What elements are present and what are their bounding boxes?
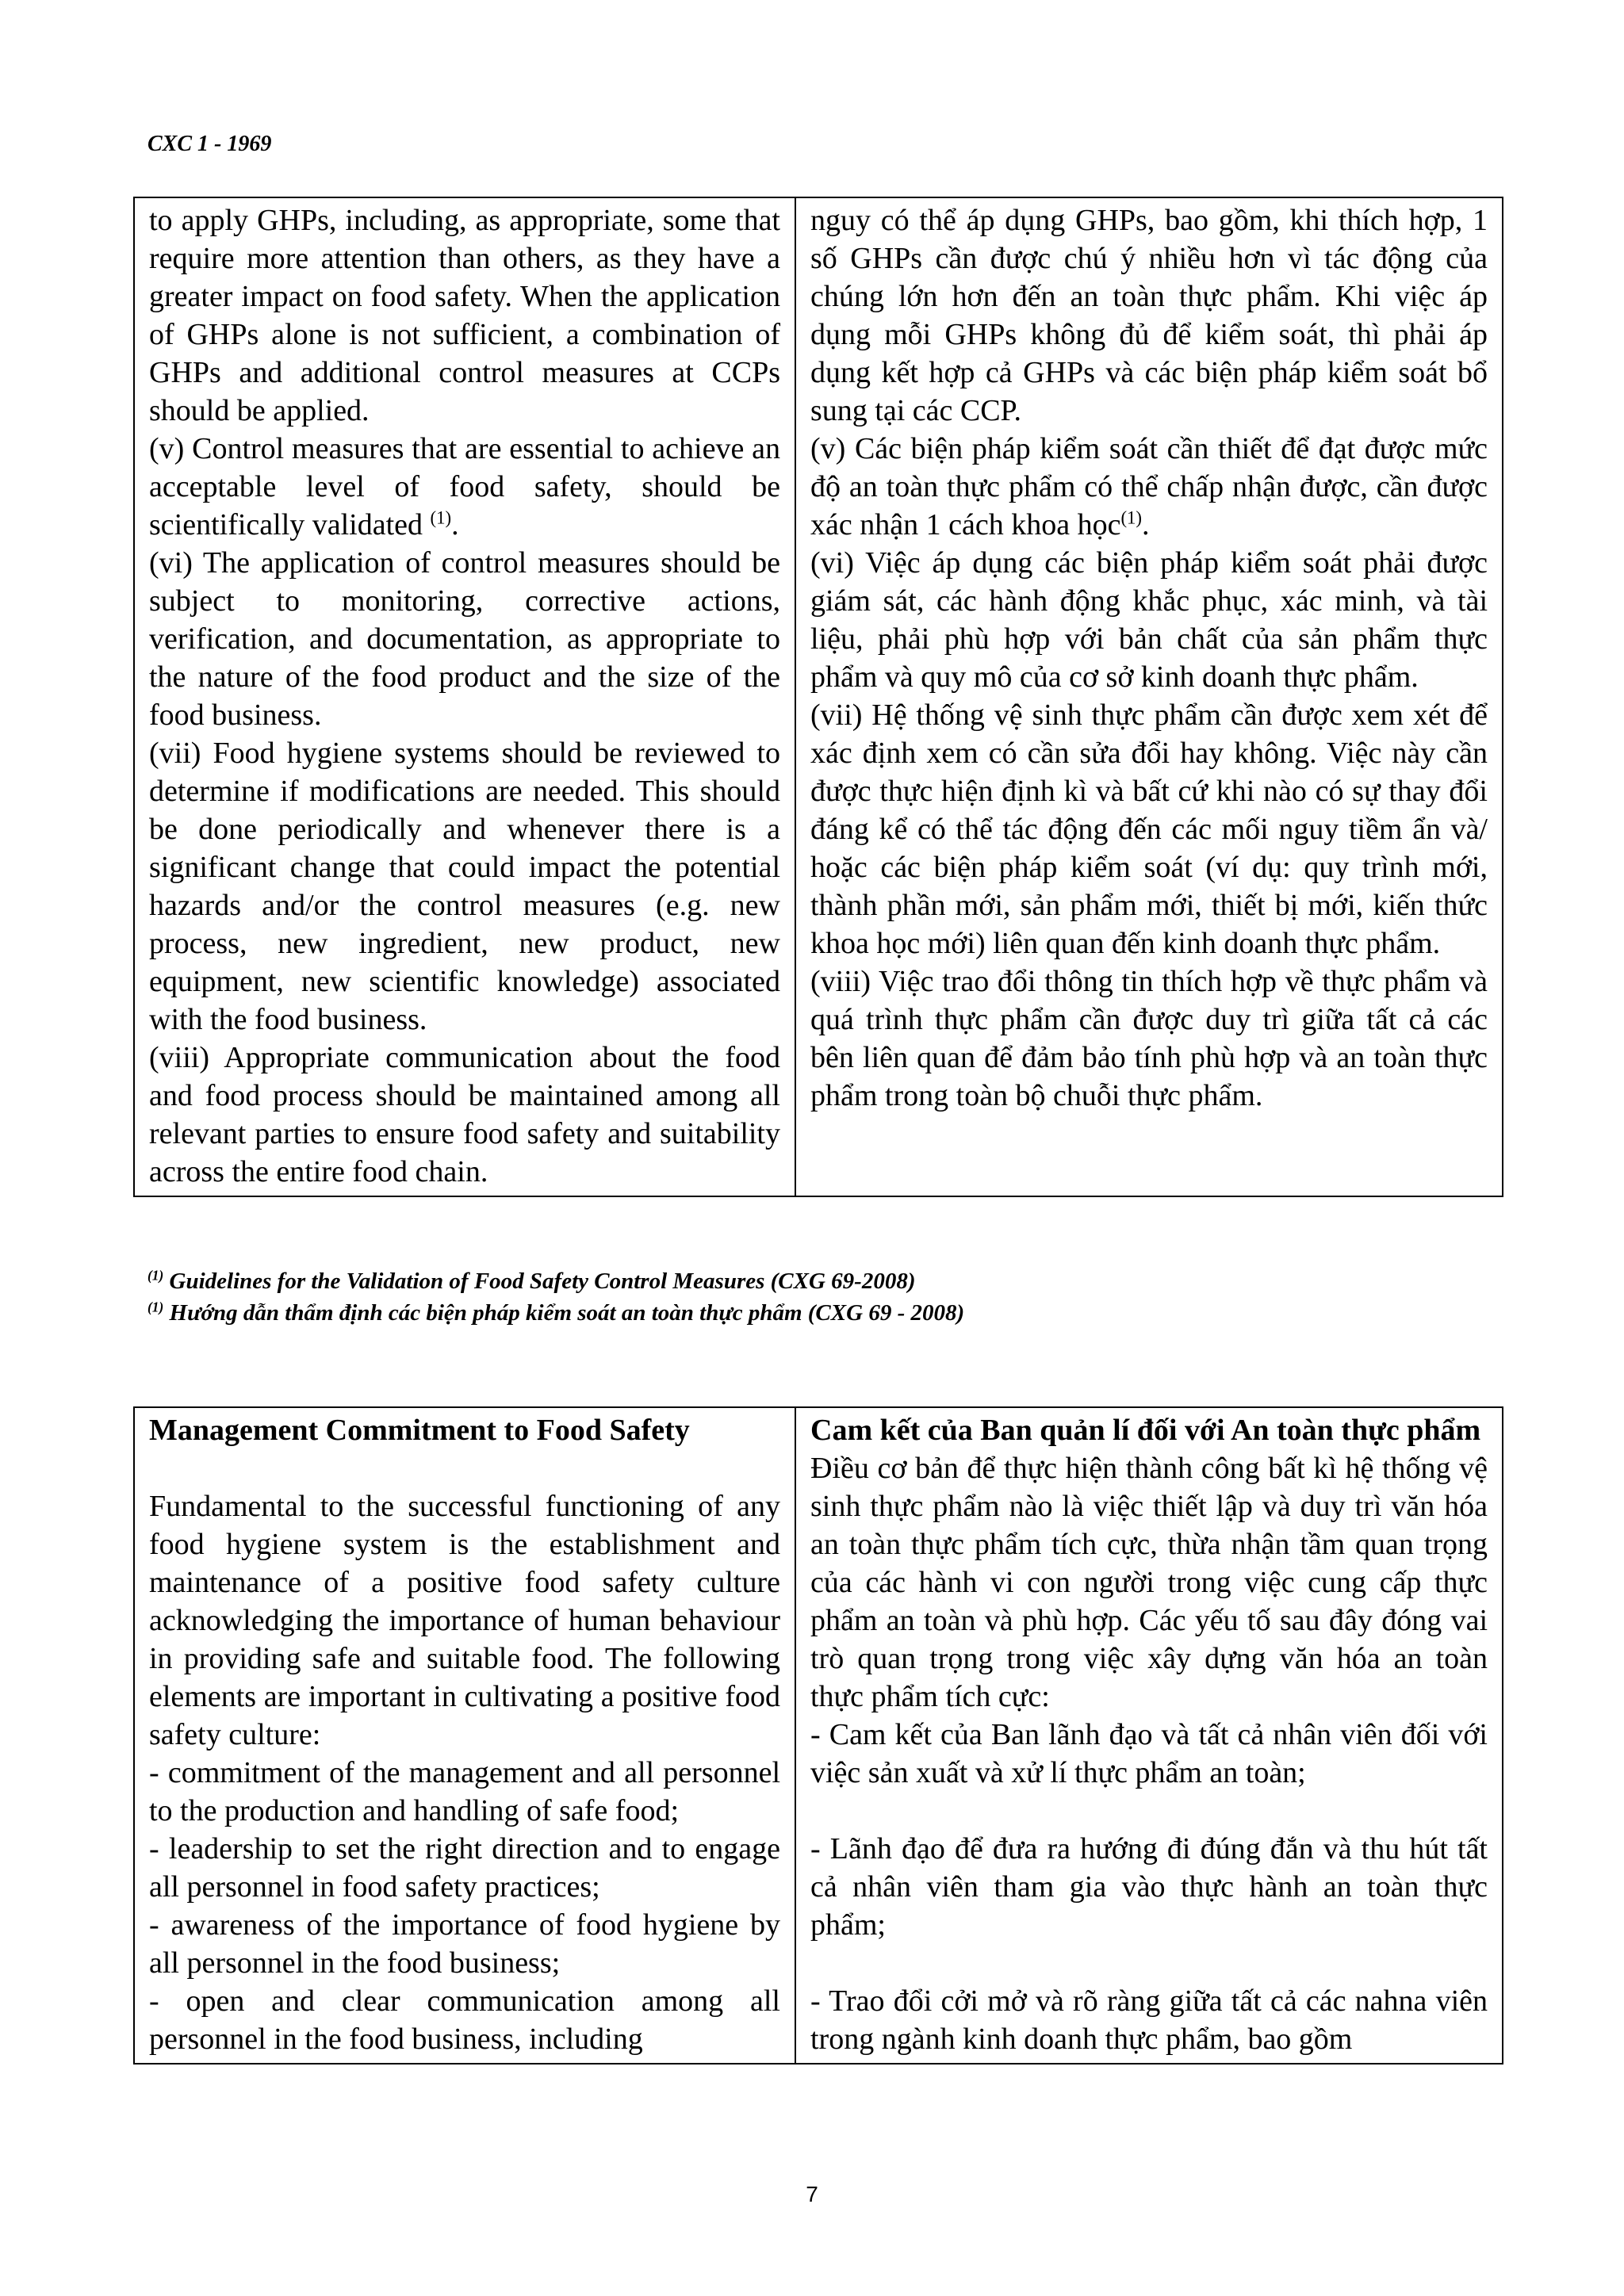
english-paragraph: (vi) The application of control measures should be subject to monitoring, corrective actions, verification, and documentation, as appropriate to the nature of the food product and the size of the food business. bbox=[149, 546, 780, 732]
english-paragraph: Fundamental to the successful functioning of any food hygiene system is the establishment and maintenance of a positive food safety culture acknowledging the importance of human behaviour in providing safe and suitable food. The following elements are important in cultivating a positive food safety culture: bbox=[149, 1490, 780, 1751]
section-title-english: Management Commitment to Food Safety bbox=[149, 1414, 690, 1447]
vietnamese-column bbox=[795, 1407, 1503, 2064]
running-header: CXC 1 - 1969 bbox=[147, 132, 272, 156]
vietnamese-paragraph: (vii) Hệ thống vệ sinh thực phẩm cần được xem xét để xác định xem có cần sửa đổi hay không. Việc này cần được thực hiện định kì và bất cứ khi nào có sự thay đổi đáng kể có thể tác động đến các mối nguy tiềm ẩn và/ hoặc các biện pháp kiểm soát (ví dụ: quy trình mới, thành phần mới, sản phẩm mới, thiết bị mới, kiến thức khoa học mới) liên quan đến kinh doanh thực phẩm. bbox=[810, 698, 1488, 960]
page-number: 7 bbox=[806, 2182, 818, 2206]
vietnamese-paragraph: (vi) Việc áp dụng các biện pháp kiểm soát phải được giám sát, các hành động khắc phục, xác minh, và tài liệu, phải phù hợp với bản chất của sản phẩm thực phẩm và quy mô của cơ sở kinh doanh thực phẩm. bbox=[810, 546, 1488, 694]
english-list-item: - open and clear communication among all personnel in the food business, including bbox=[149, 1984, 780, 2056]
vietnamese-list-item: - Cam kết của Ban lãnh đạo và tất cả nhân viên đối với việc sản xuất và xử lí thực phẩm an toàn; bbox=[810, 1718, 1488, 1789]
bilingual-table-management-commitment bbox=[133, 1406, 1503, 2064]
english-column bbox=[134, 197, 795, 1196]
english-paragraph: (v) Control measures that are essential to achieve an acceptable level of food safety, should be scientifically validated $^{(1)}$. bbox=[149, 432, 780, 541]
english-list-item: - commitment of the management and all personnel to the production and handling of safe food; bbox=[149, 1756, 780, 1827]
vietnamese-paragraph: nguy có thể áp dụng GHPs, bao gồm, khi thích hợp, 1 số GHPs cần được chú ý nhiều hơn vì tác động của chúng lớn hơn đến an toàn thực phẩm. Khi việc áp dụng mỗi GHPs không đủ để kiểm soát, thì phải áp dụng kết hợp cả GHPs và các biện pháp kiểm soát bổ sung tại các CCP. bbox=[810, 204, 1488, 427]
section-title-vietnamese: Cam kết của Ban quản lí đối với An toàn thực phẩm bbox=[810, 1414, 1481, 1447]
footnote-ref: (1) bbox=[430, 507, 452, 528]
english-paragraph: to apply GHPs, including, as appropriate, some that require more attention than others, as they have a greater impact on food safety. When the application of GHPs alone is not sufficient, a combination of GHPs and additional control measures at CCPs should be applied. bbox=[149, 204, 780, 427]
english-list-item: - awareness of the importance of food hygiene by all personnel in the food business; bbox=[149, 1908, 780, 1980]
spacer bbox=[810, 1944, 1488, 1982]
vietnamese-column bbox=[795, 197, 1503, 1196]
footnote-english: $^{(1)}$ Guidelines for the Validation of Food Safety Control Measures (CXG 69-2008) bbox=[147, 1267, 916, 1294]
vietnamese-paragraph: (viii) Việc trao đổi thông tin thích hợp về thực phẩm và quá trình thực phẩm cần được duy trì giữa tất cả các bên liên quan để đảm bảo tính phù hợp và an toàn thực phẩm trong toàn bộ chuỗi thực phẩm. bbox=[810, 965, 1488, 1112]
vietnamese-paragraph: Điều cơ bản để thực hiện thành công bất kì hệ thống vệ sinh thực phẩm nào là việc thiết lập và duy trì văn hóa an toàn thực phẩm tích cực, thừa nhận tầm quan trọng của các hành vi con người trong việc cung cấp thực phẩm an toàn và phù hợp. Các yếu tố sau đây đóng vai trò quan trọng trong việc xây dựng văn hóa an toàn thực phẩm tích cực: bbox=[810, 1452, 1488, 1713]
table-row bbox=[134, 197, 1503, 1196]
vietnamese-paragraph: (v) Các biện pháp kiểm soát cần thiết để đạt được mức độ an toàn thực phẩm có thể chấp nhận được, cần được xác nhận 1 cách khoa học$^{(1)}$. bbox=[810, 432, 1488, 541]
english-paragraph: (viii) Appropriate communication about the food and food process should be maintained among all relevant parties to ensure food safety and suitability across the entire food chain. bbox=[149, 1041, 780, 1188]
english-paragraph: (vii) Food hygiene systems should be reviewed to determine if modifications are needed. This should be done periodically and whenever there is a significant change that could impact the potential hazards and/or the control measures (e.g. new process, new ingredient, new product, new equipment, new scientific knowledge) associated with the food business. bbox=[149, 737, 780, 1036]
footnote-vietnamese: $^{(1)}$ Hướng dẫn thẩm định các biện pháp kiểm soát an toàn thực phẩm (CXG 69 - 2008) bbox=[147, 1299, 965, 1326]
bilingual-table-principles bbox=[133, 197, 1503, 1197]
spacer bbox=[149, 1449, 780, 1487]
table-row bbox=[134, 1407, 1503, 2064]
english-list-item: - leadership to set the right direction and to engage all personnel in food safety practices; bbox=[149, 1832, 780, 1904]
footnotes bbox=[147, 1265, 964, 1329]
spacer bbox=[810, 1792, 1488, 1830]
vietnamese-list-item: - Lãnh đạo để đưa ra hướng đi đúng đắn và thu hút tất cả nhân viên tham gia vào thực hành an toàn thực phẩm; bbox=[810, 1832, 1488, 1942]
footnote-ref: (1) bbox=[1120, 507, 1143, 528]
vietnamese-list-item: - Trao đổi cởi mở và rõ ràng giữa tất cả các nahna viên trong ngành kinh doanh thực phẩm, bao gồm bbox=[810, 1984, 1488, 2056]
english-column bbox=[134, 1407, 795, 2064]
